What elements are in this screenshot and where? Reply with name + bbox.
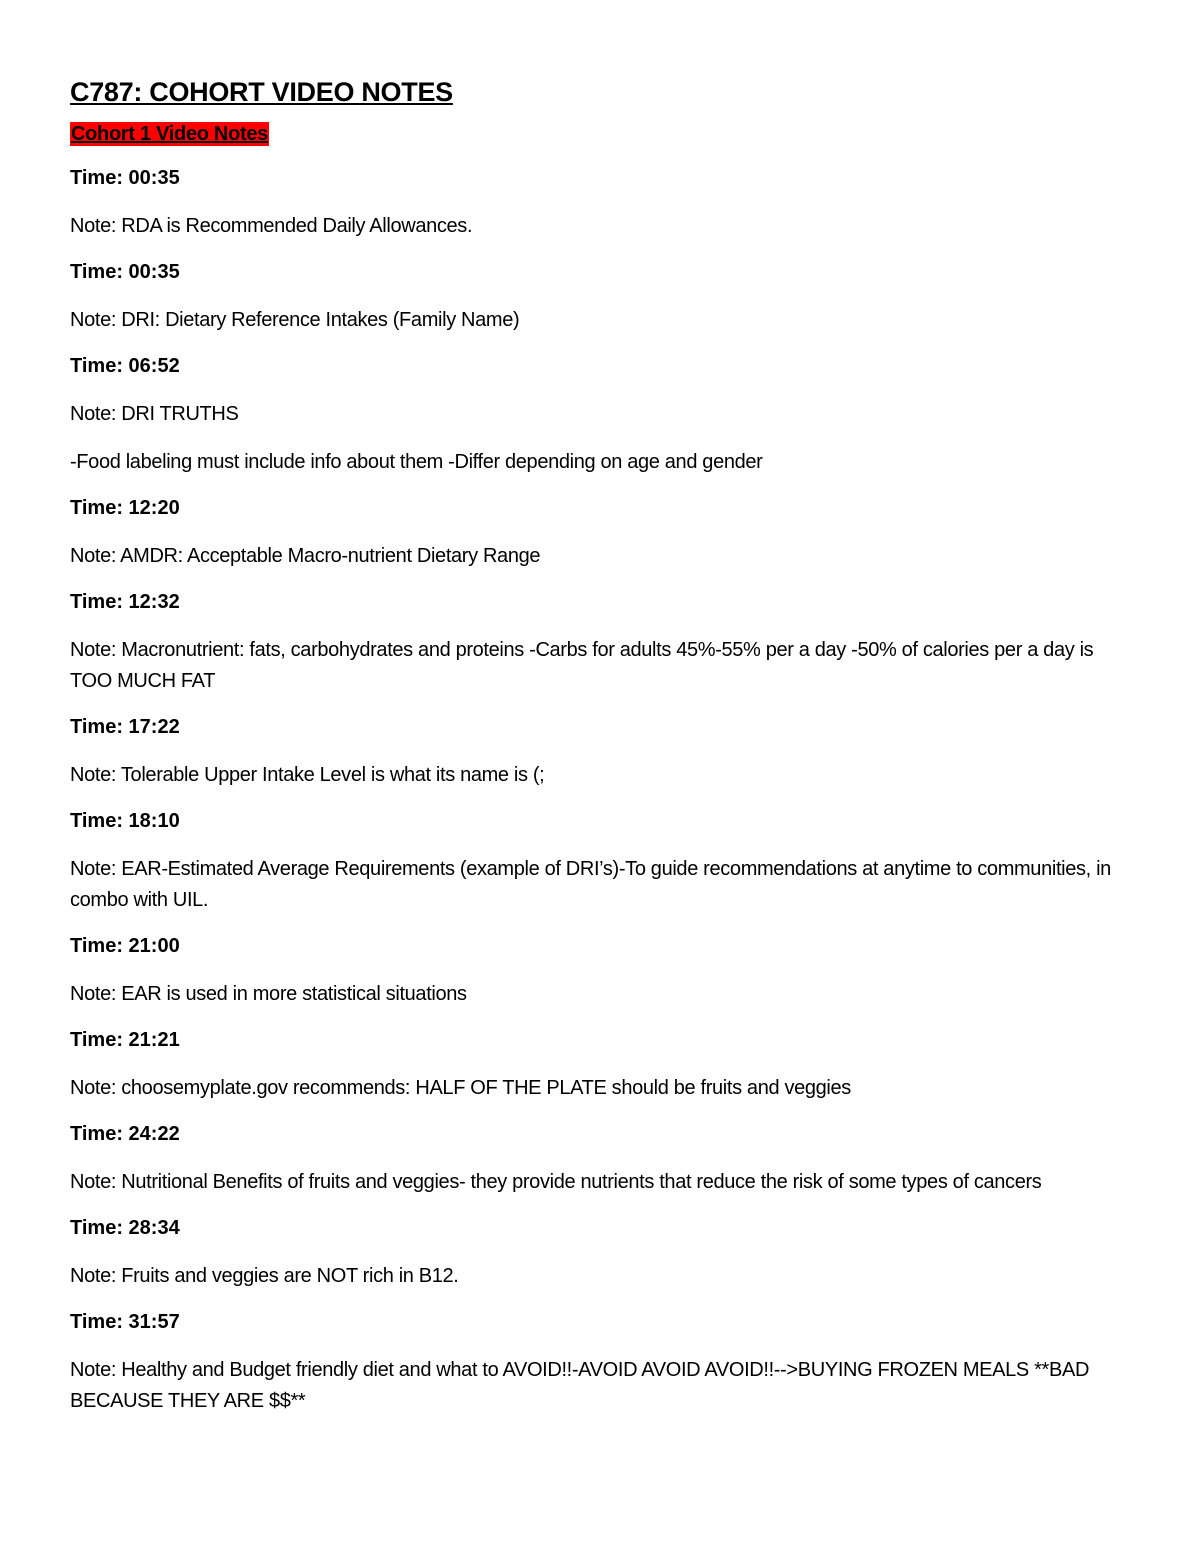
entry-note: Note: AMDR: Acceptable Macro-nutrient Dietary Range bbox=[70, 545, 541, 567]
entry-time: Time: 24:22 bbox=[70, 1123, 180, 1145]
entry-time: Time: 12:32 bbox=[70, 591, 180, 613]
note-entry bbox=[70, 495, 1130, 572]
note-entry bbox=[70, 589, 1130, 697]
entry-note: Note: DRI: Dietary Reference Intakes (Family Name) bbox=[70, 309, 520, 331]
entry-note: Note: Fruits and veggies are NOT rich in B12. bbox=[70, 1265, 459, 1287]
note-entry bbox=[70, 259, 1130, 336]
entry-time: Time: 17:22 bbox=[70, 716, 180, 738]
note-entry bbox=[70, 808, 1130, 916]
entry-note: Note: EAR is used in more statistical situations bbox=[70, 983, 467, 1005]
document-title: C787: COHORT VIDEO NOTES bbox=[70, 77, 453, 107]
entry-time: Time: 00:35 bbox=[70, 167, 180, 189]
entry-note-detail: -Food labeling must include info about them -Differ depending on age and gender bbox=[70, 451, 763, 473]
entry-note: Note: choosemyplate.gov recommends: HALF OF THE PLATE should be fruits and veggies bbox=[70, 1077, 851, 1099]
note-entry bbox=[70, 1027, 1130, 1104]
entry-note: Note: Macronutrient: fats, carbohydrates and proteins -Carbs for adults 45%-55% per a day -50% of calories per a day is TOO MUCH FAT bbox=[70, 639, 1094, 692]
entry-time: Time: 18:10 bbox=[70, 810, 180, 832]
note-entry bbox=[70, 714, 1130, 791]
entry-time: Time: 12:20 bbox=[70, 497, 180, 519]
entry-time: Time: 28:34 bbox=[70, 1217, 180, 1239]
entry-note: Note: EAR-Estimated Average Requirements (example of DRI’s)-To guide recommendations at anytime to communities, in combo with UIL. bbox=[70, 858, 1111, 911]
note-entry bbox=[70, 1309, 1130, 1417]
entry-time: Time: 06:52 bbox=[70, 355, 180, 377]
entry-note: Note: Nutritional Benefits of fruits and veggies- they provide nutrients that reduce the risk of some types of cancers bbox=[70, 1171, 1042, 1193]
note-entry bbox=[70, 1215, 1130, 1292]
entry-note: Note: Tolerable Upper Intake Level is what its name is (; bbox=[70, 764, 545, 786]
entry-time: Time: 00:35 bbox=[70, 261, 180, 283]
note-entry bbox=[70, 933, 1130, 1010]
entry-note: Note: RDA is Recommended Daily Allowances. bbox=[70, 215, 473, 237]
section-title: Cohort 1 Video Notes bbox=[71, 123, 268, 145]
document-page bbox=[70, 74, 1130, 1434]
note-entry bbox=[70, 353, 1130, 478]
entry-time: Time: 21:21 bbox=[70, 1029, 180, 1051]
entry-note: Note: DRI TRUTHS bbox=[70, 403, 239, 425]
entry-time: Time: 31:57 bbox=[70, 1311, 180, 1333]
notes-list bbox=[70, 165, 1130, 1417]
note-entry bbox=[70, 165, 1130, 242]
entry-time: Time: 21:00 bbox=[70, 935, 180, 957]
entry-note: Note: Healthy and Budget friendly diet and what to AVOID!!-AVOID AVOID AVOID!!-->BUYING FROZEN MEALS **BAD BECAUSE THEY ARE $$** bbox=[70, 1359, 1090, 1412]
note-entry bbox=[70, 1121, 1130, 1198]
